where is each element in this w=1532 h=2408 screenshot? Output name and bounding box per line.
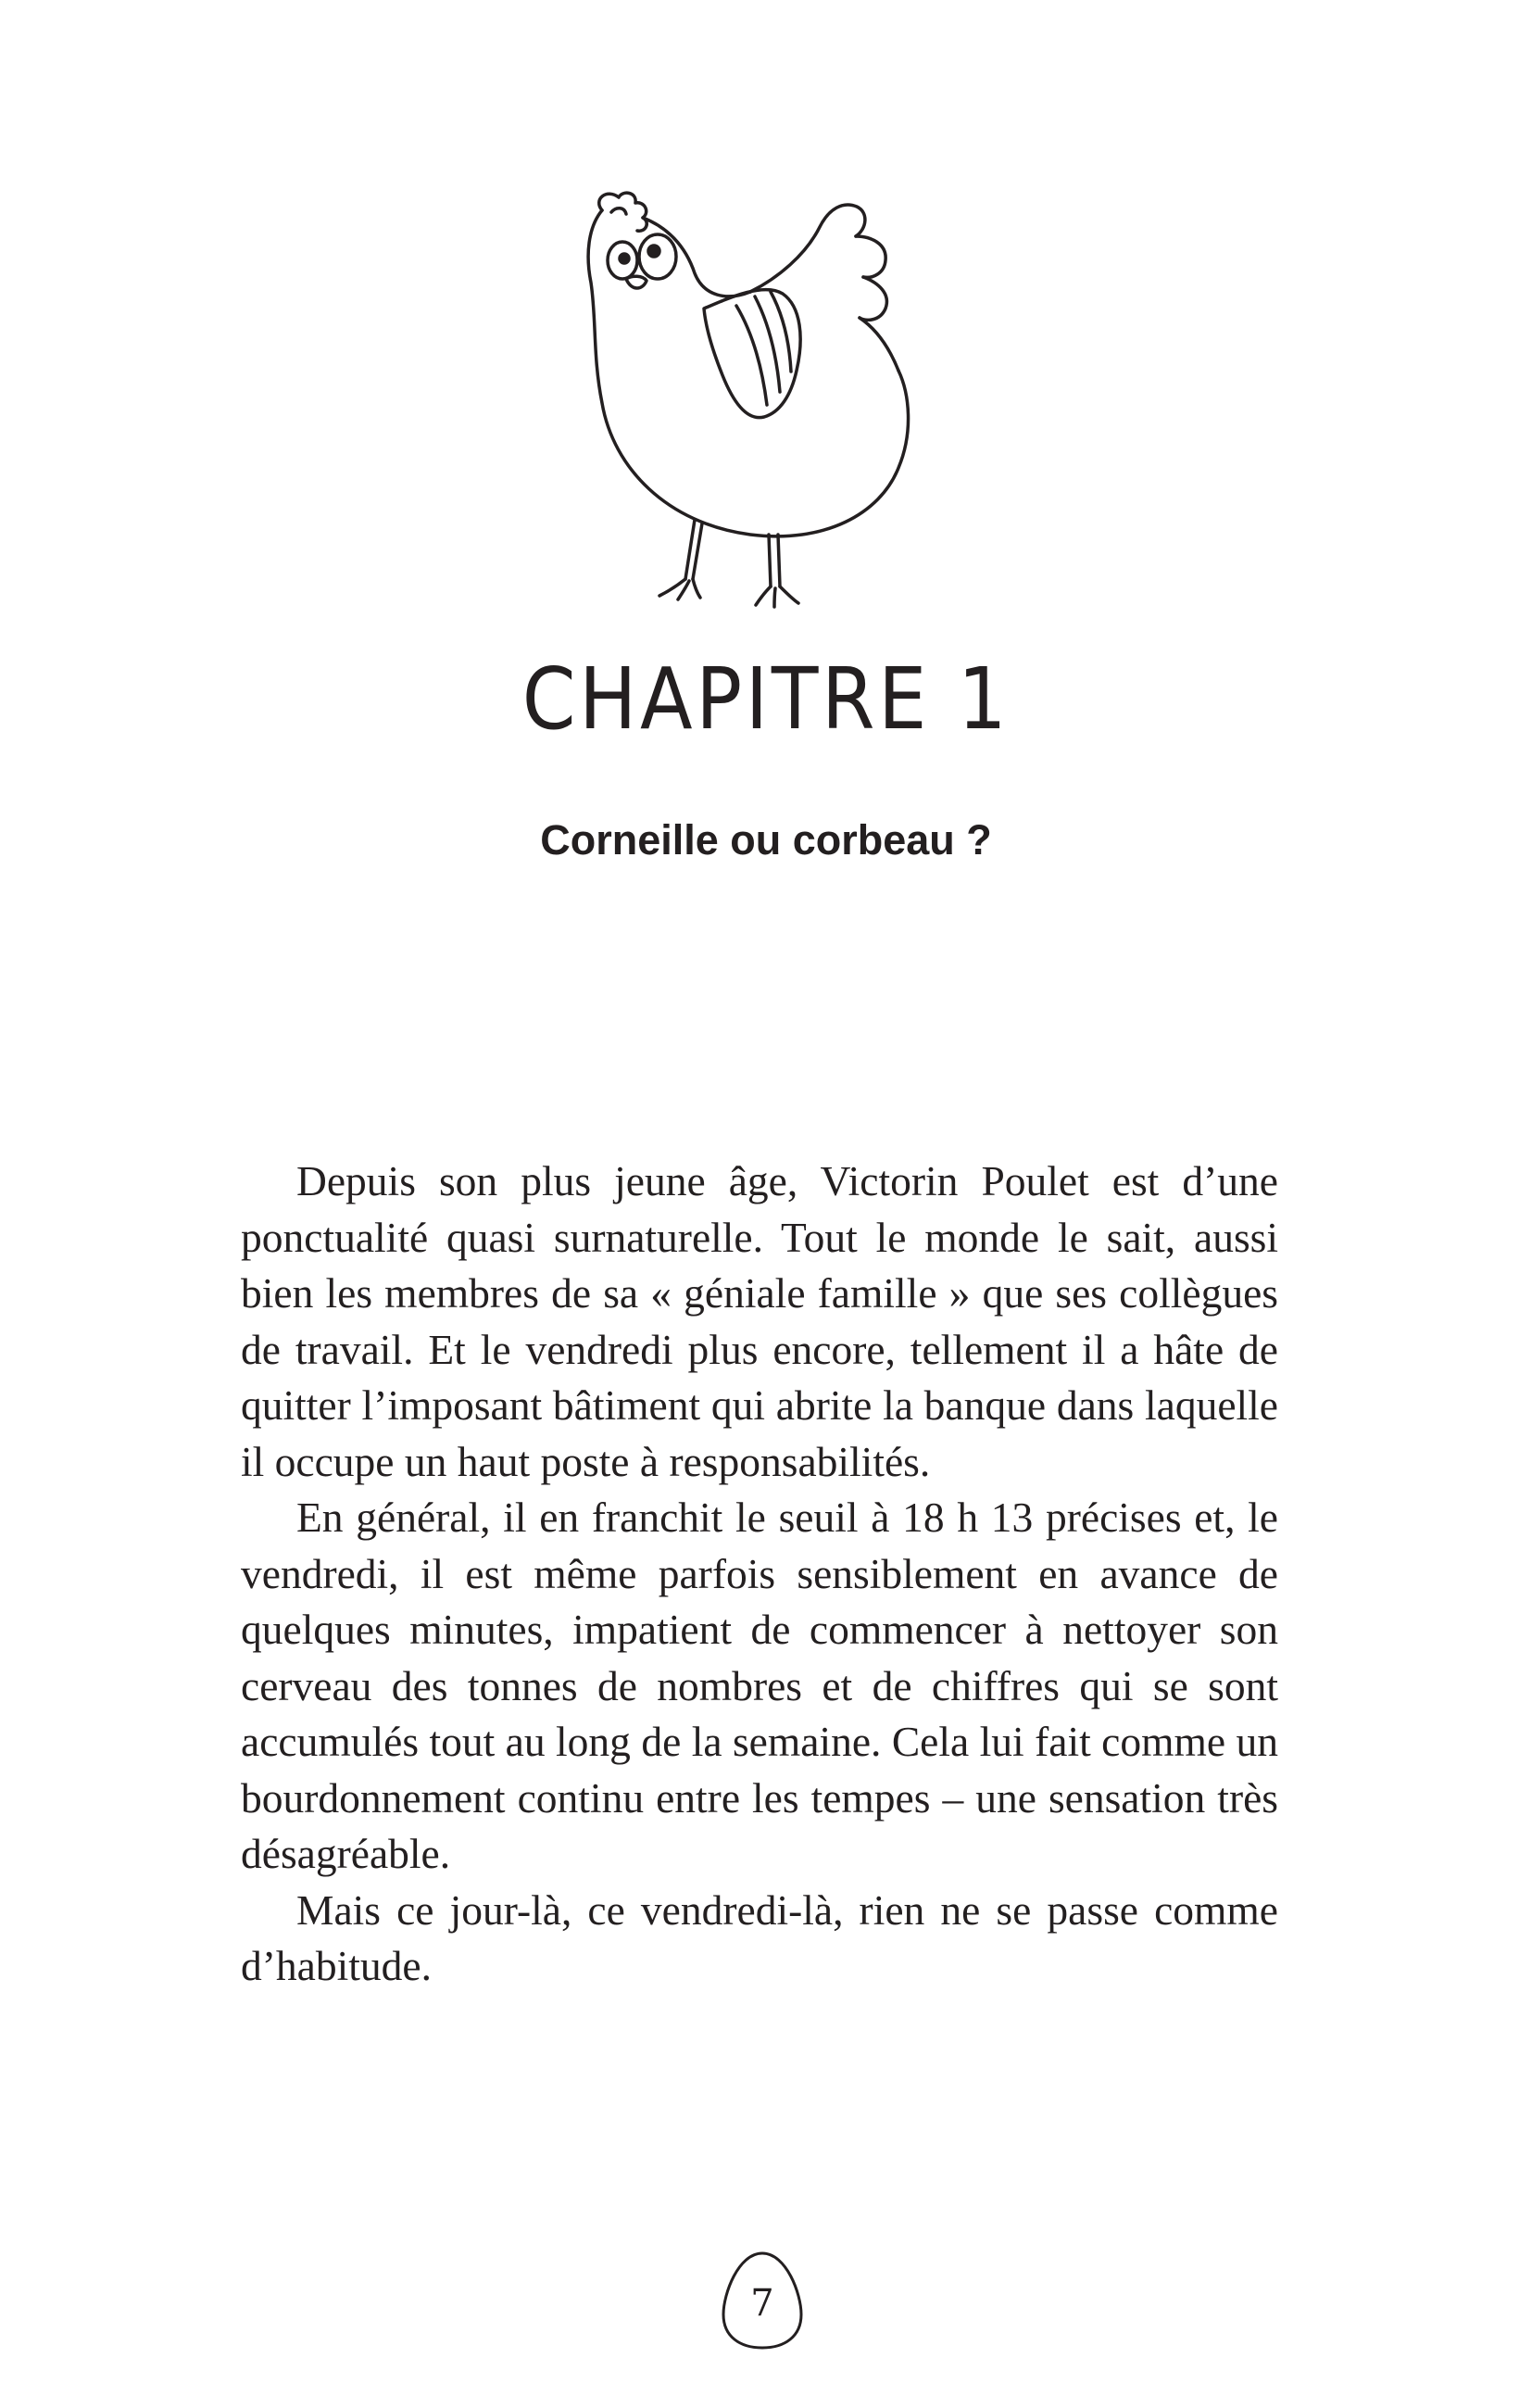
hen-illustration bbox=[565, 190, 954, 611]
chapter-body bbox=[241, 1154, 1278, 1995]
page-number: 7 bbox=[750, 2282, 774, 2325]
page-number-badge bbox=[720, 2250, 805, 2351]
paragraph: Depuis son plus jeune âge, Victorin Poulet est d’une ponctualité quasi surnaturelle. Tout le monde le sait, aussi bien les membres de sa « géniale famille » que ses collègues de travail. Et le vendredi plus encore, tellement il a hâte de quitter l’imposant bâtiment qui abrite la banque dans laquelle il occupe un haut poste à responsabilités. bbox=[241, 1157, 1278, 1485]
chapter-subtitle: Corneille ou corbeau ? bbox=[540, 816, 992, 864]
paragraph: En général, il en franchit le seuil à 18 h 13 précises et, le vendredi, il est même parfois sensiblement en avance de quelques minutes, impatient de commencer à nettoyer son cerveau des tonnes de nombres et de chiffres qui se sont accumulés tout au long de la semaine. Cela lui fait comme un bourdonnement continu entre les tempes – une sensation très désagréable. bbox=[241, 1494, 1278, 1877]
chapter-title: CHAPITRE 1 bbox=[521, 649, 1011, 749]
paragraph: Mais ce jour-là, ce vendredi-là, rien ne se passe comme d’habitude. bbox=[241, 1885, 1278, 1989]
